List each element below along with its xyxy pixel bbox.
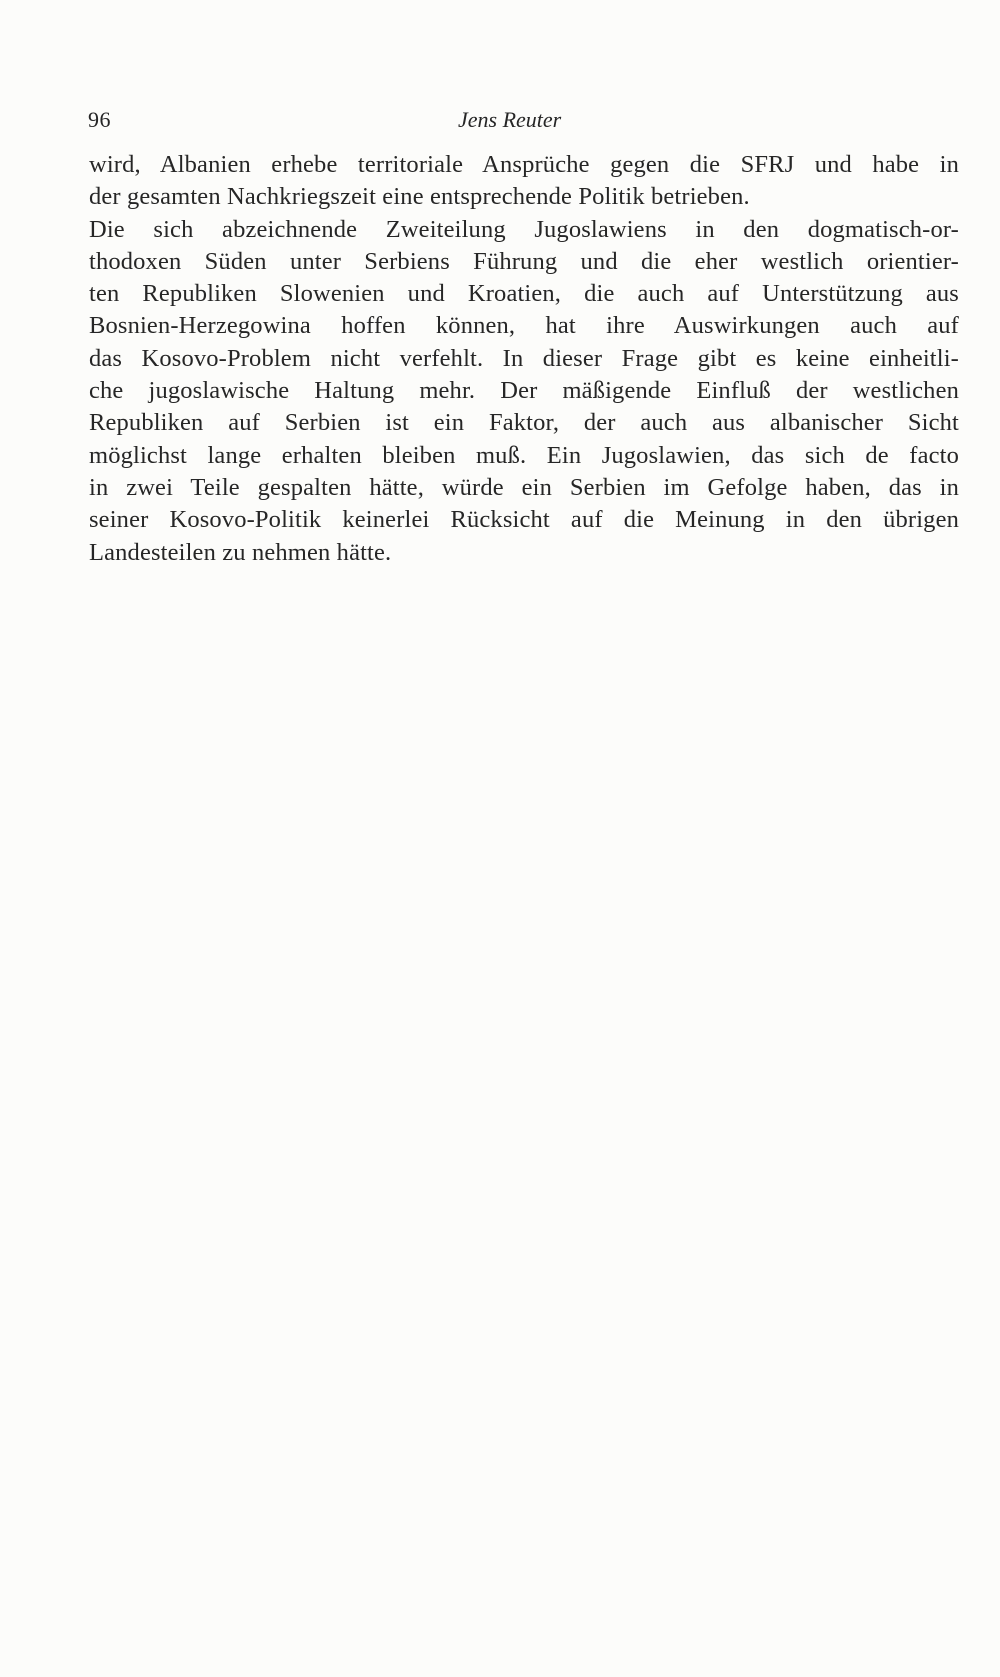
text-line: Bosnien-Herzegowina hoffen können, hat ihre Auswirkungen auch auf [89,312,959,340]
text-line: der gesamten Nachkriegszeit eine entsprechende Politik betrieben. [89,183,750,211]
running-title: Jens Reuter [458,107,562,132]
text-line: Landesteilen zu nehmen hätte. [89,538,392,566]
text-line: wird, Albanien erhebe territoriale Ansprüche gegen die SFRJ und habe in [89,151,959,178]
text-line: das Kosovo-Problem nicht verfehlt. In dieser Frage gibt es keine einheitli- [89,344,959,372]
page-number: 96 [88,107,111,132]
text-line: in zwei Teile gespalten hätte, würde ein Serbien im Gefolge haben, das in [89,473,959,501]
running-head [88,104,950,136]
text-line: che jugoslawische Haltung mehr. Der mäßigende Einfluß der westlichen [89,377,959,405]
text-line: Die sich abzeichnende Zweiteilung Jugoslawiens in den dogmatisch-or- [89,215,959,243]
text-line: Republiken auf Serbien ist ein Faktor, der auch aus albanischer Sicht [89,409,959,437]
text-line: thodoxen Süden unter Serbiens Führung und die eher westlich orientier- [89,247,959,275]
text-line: seiner Kosovo-Politik keinerlei Rücksicht auf die Meinung in den übrigen [89,506,959,534]
body-paragraphs [89,149,959,569]
text-line: ten Republiken Slowenien und Kroatien, die auch auf Unterstützung aus [89,280,959,308]
text-line: möglichst lange erhalten bleiben muß. Ein Jugoslawien, das sich de facto [89,441,959,469]
